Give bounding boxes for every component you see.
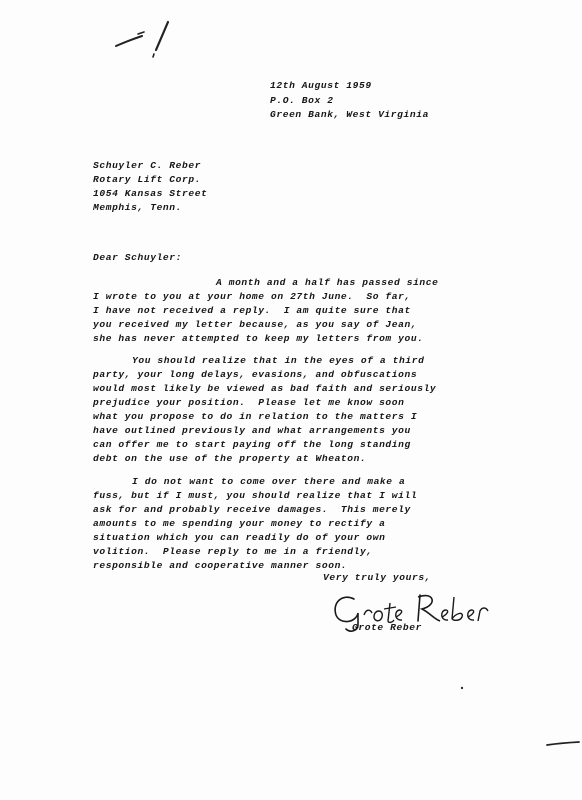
paragraph-1-line: you received my letter because, as you say of Jean, <box>93 319 418 330</box>
letter-date: 12th August 1959 <box>270 80 372 91</box>
closing: Very truly yours, <box>323 572 432 583</box>
paragraph-2-line: would most likely be viewed as bad faith and seriously <box>93 383 437 394</box>
sender-po-box: P.O. Box 2 <box>270 95 334 106</box>
paragraph-3-line: ask for and probably receive damages. This merely <box>93 504 411 515</box>
recipient-street: 1054 Kansas Street <box>93 188 208 199</box>
paragraph-3-line: fuss, but if I must, you should realize that I will <box>93 490 418 501</box>
paragraph-3-line: amounts to me spending your money to rectify a <box>93 518 386 529</box>
paragraph-2-line: what you propose to do in relation to the matters I <box>93 411 418 422</box>
paragraph-1-line: she has never attempted to keep my letters from you. <box>93 333 424 344</box>
typed-signature-name: Grote Reber <box>352 622 422 633</box>
recipient-city: Memphis, Tenn. <box>93 202 183 213</box>
paragraph-1-line: I have not received a reply. I am quite sure that <box>93 305 411 316</box>
paragraph-1-line: I wrote to you at your home on 27th June. So far, <box>93 291 411 302</box>
recipient-company: Rotary Lift Corp. <box>93 174 202 185</box>
paragraph-2-line: have outlined previously and what arrangements you <box>93 425 411 436</box>
pen-mark-top <box>108 10 188 60</box>
paragraph-2-line: party, your long delays, evasions, and obfuscations <box>93 369 418 380</box>
paragraph-3-line: situation which you can readily do of your own <box>93 532 386 543</box>
sender-city: Green Bank, West Virginia <box>270 109 429 120</box>
recipient-name: Schuyler C. Reber <box>93 160 202 171</box>
paragraph-2-line: prejudice your position. Please let me know soon <box>93 397 405 408</box>
paragraph-2-line: You should realize that in the eyes of a third <box>132 355 425 366</box>
stray-dot-mark <box>458 684 466 692</box>
paragraph-3-line: responsible and cooperative manner soon. <box>93 560 348 571</box>
paragraph-3-line: I do not want to come over there and make a <box>132 476 406 487</box>
salutation: Dear Schuyler: <box>93 252 183 263</box>
paragraph-2-line: can offer me to start paying off the long standing <box>93 439 411 450</box>
pen-mark-bottom <box>545 736 582 752</box>
paragraph-1-line: A month and a half has passed since <box>216 277 439 288</box>
paragraph-3-line: volition. Please reply to me in a friendly, <box>93 546 373 557</box>
paragraph-2-line: debt on the use of the property at Wheaton. <box>93 453 367 464</box>
